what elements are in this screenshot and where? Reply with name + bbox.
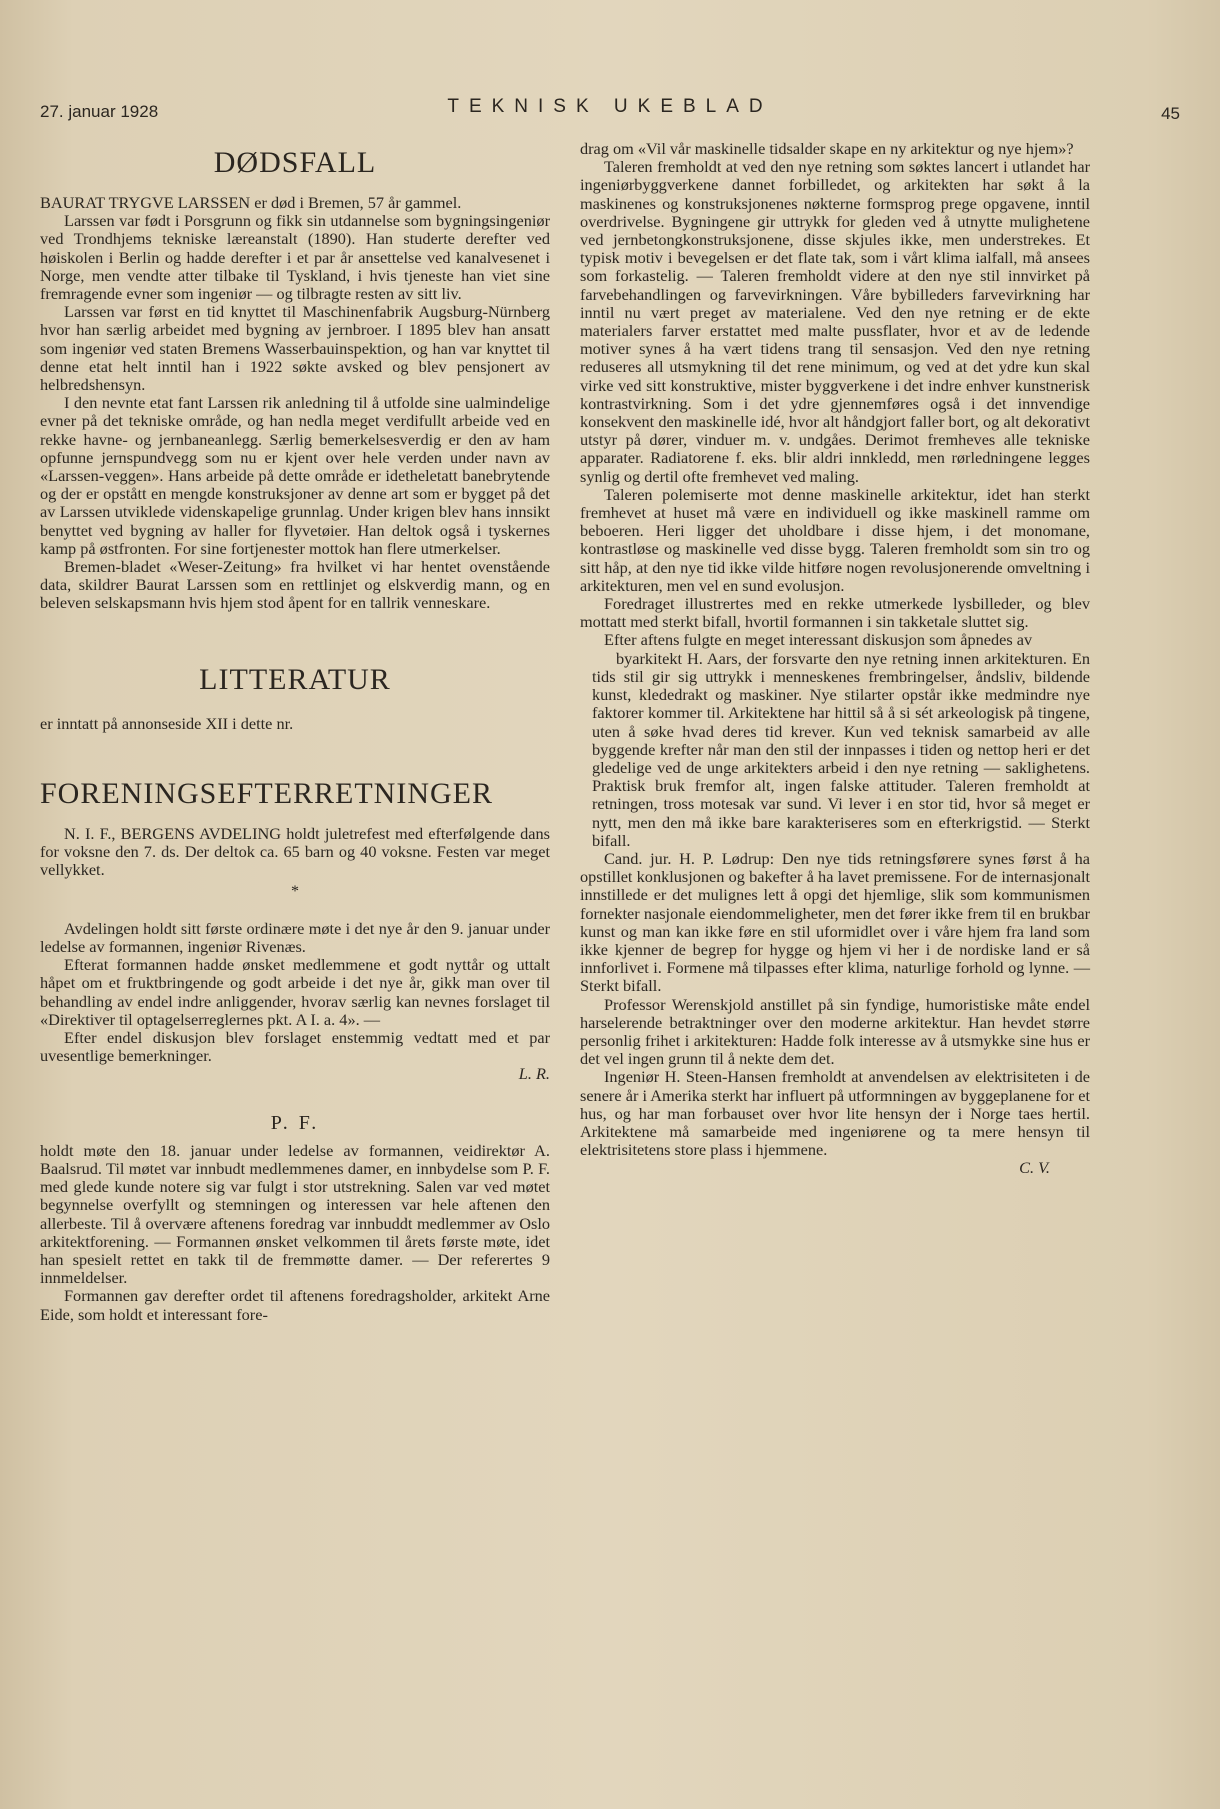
- lecture-paragraph: Efter aftens fulgte en meget interessant diskusjon som åpnedes av: [604, 630, 1033, 650]
- obituary-paragraph: Larssen var først en tid knyttet til Maschinenfabrik Augsburg-Nürnberg hvor han særlig arbeidet med bygning av jernbroer. I 1895 blev han ansatt som ingeniør ved staten Bremens Wasserbauinspektion, og han var knyttet til denne etat helt inntil han i 1922 søkte avsked og blev pensjonert av helbredshensyn.: [40, 302, 550, 395]
- obituary-paragraph: BAURAT TRYGVE LARSSEN er død i Bremen, 57 år gammel.: [40, 193, 462, 212]
- page-number: 45: [1161, 104, 1180, 123]
- litteratur-text: er inntatt på annonseside XII i dette nr.: [40, 713, 294, 733]
- discussion-paragraph: Professor Werenskjold anstillet på sin fyndige, humoristiske måte endel harselerende betraktninger over den moderne arkitektur. Han hevdet større personlig frihet i arkitekturen: Hadde folk interesse av å utsmykke sine hus er det vel ingen grunn til å nekte dem det.: [580, 994, 1090, 1069]
- association-paragraph: N. I. F., BERGENS AVDELING holdt juletrefest med efterfølgende dans for voksne den 7. ds. Der deltok ca. 65 barn og 40 voksne. Festen var meget vellykket.: [40, 823, 550, 880]
- lecture-paragraph: Taleren polemiserte mot denne maskinelle arkitektur, idet han sterkt fremhevet at huset må være en individuell og ikke maskinell ramme om beboeren. Heri ligger det uholdbare i disse hjem, i det monomane, kontrastløse og maskinelle ved disse bygg. Taleren fremholdt som sin tro og sitt håp, at den nye tid ikke vilde hitføre nogen revolusjonerende omveltning i arkitekturen, men vel en sund evolusjon.: [580, 484, 1090, 595]
- signature-cv: C. V.: [1019, 1158, 1050, 1178]
- section-title-foreningsefterretninger: FORENINGSEFTERRETNINGER: [40, 776, 494, 810]
- discussion-paragraph: byarkitekt H. Aars, der forsvarte den nye retning innen arkitekturen. En tids stil gir sig uttrykk i menneskenes frembringelser, åndsliv, bildende kunst, klededrakt og maskiner. Nye stilarter opstår ikke medmindre nye faktorer kommer til. Arkitektene har hittil så å si sét arkeologisk på tingene, uten å søke hvad deres tid krever. Kun ved teknisk samarbeid av alle byggende krefter når man den stil der innpasses i tiden og nettop heri er det gledelige ved de unge arkitekters arbeid i den nye retning — saklighetens. Praktisk bruk fremfor alt, ingen falske attituder. Taleren fremholdt at retningen, tross motesak var sund. Vi lever i en stor tid, hvor så meget er nytt, men den må ikke bare karakteriseres som en efterkrigstid. — Sterkt bifall.: [592, 648, 1090, 850]
- discussion-paragraph: Ingeniør H. Steen-Hansen fremholdt at anvendelsen av elektrisiteten i de senere år i Amerika sterkt har influert på utformningen av byggeplanene for et hus, og har man forbauset over hvor lite hensyn der i Norge taes hertil. Arkitektene må samarbeide med ingeniørene og ta mere hensyn til elektrisitetens store plass i hjemmene.: [580, 1067, 1090, 1160]
- obituary-paragraph: Larssen var født i Porsgrunn og fikk sin utdannelse som bygningsingeniør ved Trondhjems tekniske læreanstalt (1890). Han studerte derefter ved høiskolen i Berlin og hadde derefter i et par år ansettelse ved kanalvesenet i Norge, men vendte atter tilbake til Tyskland, i hvis tjeneste han viet sine fremragende evner som ingeniør — og tilbragte resten av sitt liv.: [40, 211, 550, 304]
- lecture-paragraph: drag om «Vil vår maskinelle tidsalder skape en ny arkitektur og nye hjem»?: [580, 139, 1074, 158]
- obituary-paragraph: Bremen-bladet «Weser-Zeitung» fra hvilket vi har hentet ovenstående data, skildrer Baurat Larssen som en rettlinjet og elskverdig mann, og en beleven selskapsmann hvis hjem stod åpent for en tallrik venneskare.: [40, 557, 550, 613]
- section-title-dodsfall: DØDSFALL: [213, 146, 377, 179]
- section-title-litteratur: LITTERATUR: [199, 662, 391, 696]
- pf-paragraph: holdt møte den 18. januar under ledelse av formannen, veidirektør A. Baalsrud. Til møtet var innbudt medlemmenes damer, en innbydelse som P. F. med glede kunde notere sig var fulgt i stor utstrekning. Salen var ved møtet begynnelse overfyllt og stemningen og interessen var hele aftenen den allerbeste. Til å overvære aftenens foredrag var innbuddt medlemmer av Oslo arkitektforening. — Formannen ønsket velkommen til årets første møte, idet han spesielt rettet en takk til de fremmøtte damer. — Der referertes 9 innmeldelser.: [40, 1140, 550, 1288]
- discussion-paragraph: Cand. jur. H. P. Lødrup: Den nye tids retningsførere synes først å ha opstillet konklusjonen og bakefter å ha lavet premissene. For de internasjonalt innstillede er det mulignes lett å opgi det hjemlige, slik som kommunismen fornekter nasjonale eiendommeligheter, men det fører ikke frem til en brukbar kunst og man kan ikke føre en stil uformidlet over i våre hjem fra land som ikke kjenner de begrep for hygge og hjem vi her i de nordiske land er så innforlivet i. Formene må tilpasses efter klima, naturlige forhold og lynne. — Sterkt bifall.: [580, 848, 1090, 996]
- journal-title: TEKNISK UKEBLAD: [447, 96, 773, 117]
- association-paragraph: Efter endel diskusjon blev forslaget enstemmig vedtatt med et par uvesentlige bemerkninger.: [40, 1027, 550, 1066]
- left-column: [40, 140, 550, 1324]
- obituary-paragraph: I den nevnte etat fant Larssen rik anledning til å utfolde sine ualmindelige evner på det tekniske område, og han nedla meget verdifullt arbeide ved en rekke havne- og jernbaneanlegg. Særlig bemerkelsesverdig er den av ham opfunne jernspundvegg som nu er kjent over hele verden under navn av «Larssen-veggen». Hans arbeide på dette område er idetheletatt banebrytende og der er opstått en mengde konstruksjoner av denne art som er bygget på det av Larssen utviklede videnskapelige grunnlag. Under krigen blev hans innsikt benyttet ved bygning av haller for flyvetøier. Han deltok også i tyskernes kamp på østfronten. For sine fortjenester mottok han flere utmerkelser.: [40, 393, 550, 558]
- pf-paragraph: Formannen gav derefter ordet til aftenens foredragsholder, arkitekt Arne Eide, som holdt et interessant fore-: [40, 1286, 550, 1324]
- section-title-pf: P. F.: [270, 1111, 320, 1134]
- association-paragraph: Efterat formannen hadde ønsket medlemmene et godt nyttår og uttalt håpet om et fruktbringende og godt arbeide i det nye år, gikk man over til behandling av endel indre anliggender, hvorav særlig kan nevnes forslaget til «Direktiver til optagelserreglernes pkt. A I. a. 4». —: [40, 955, 550, 1029]
- separator-asterisk: *: [291, 883, 299, 901]
- running-header: [40, 96, 1180, 126]
- lecture-paragraph: Foredraget illustrertes med en rekke utmerkede lysbilleder, og blev mottatt med sterkt bifall, hvortil formannen i sin takketale sluttet sig.: [580, 594, 1090, 632]
- issue-date: 27. januar 1928: [40, 102, 159, 121]
- right-column: [580, 140, 1090, 1178]
- lecture-paragraph: Taleren fremholdt at ved den nye retning som søktes lancert i utlandet har ingeniørbyggverkene dannet forbilledet, og arkitekten har søkt å la maskinenes og konstruksjonenes nøkterne formsprog prege opgavene, inntil overdrivelse. Bygningene gir uttrykk for gleden ved å utnytte mulighetene ved jernbetongkonstruksjonene, disse skjules ikke, men understrekes. Et typisk motiv i bevegelsen er det flate tak, som i vårt klima ialfall, må ansees som forkastelig. — Taleren fremholdt videre at den nye stil innvirket på farvebehandlingen og farvevirkningen. Våre bybilleders farvevirkning har inntil nu vært preget av materialene. Ved den nye retning er de ekte materialers farver erstattet med malte pussflater, hvor et av de ledende motiver synes å ha vært tidens trang til sensasjon. Ved den nye retning reduseres all utsmykning til det rene minimum, og ved at det ydre kun skal virke ved sitt konstruktive, mister byggverkene i det indre enhver kunstnerisk kontrastvirkning. Som i det ydre gjennemføres også i det innvendige konsekvent den maskinelle idé, hvor alt håndgjort faller bort, og alt dekorativt utstyr på dører, vinduer m. v. undgåes. Derimot fremheves alle tekniske apparater. Radiatorene f. eks. blir aldri innkledd, men rørledningene legges synlig og dertil ofte fremhevet ved maling.: [580, 157, 1090, 486]
- signature-lr: L. R.: [518, 1064, 550, 1084]
- association-paragraph: Avdelingen holdt sitt første ordinære møte i det nye år den 9. januar under ledelse av formannen, ingeniør Rivenæs.: [40, 918, 550, 956]
